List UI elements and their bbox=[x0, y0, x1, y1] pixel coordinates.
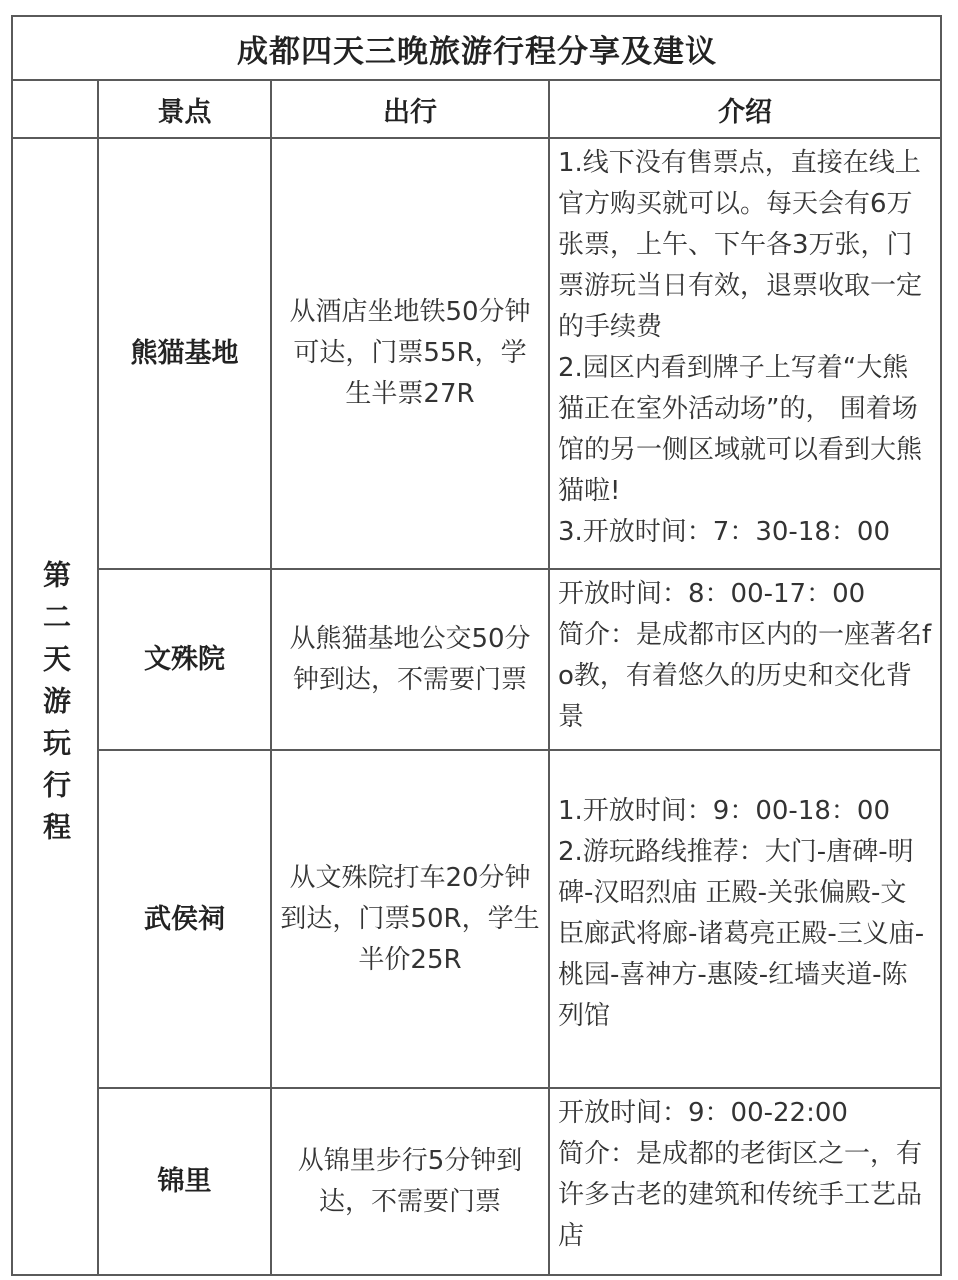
spot-cell: 武侯祠 bbox=[144, 903, 225, 935]
intro-line: 开放时间：8：00-17：00 bbox=[558, 579, 866, 609]
intro-cell bbox=[550, 1089, 940, 1274]
intro-line: 简介：是成都的老街区之一，有许多古老的建筑和传统手工艺品店 bbox=[558, 1139, 923, 1251]
spot-cell: 文殊院 bbox=[144, 644, 225, 675]
spot-cell: 锦里 bbox=[157, 1166, 212, 1197]
transport-cell: 从锦里步行5分钟到达，不需要门票 bbox=[297, 1145, 523, 1217]
transport-cell: 从酒店坐地铁50分钟可达，门票55R，学生半票27R bbox=[289, 297, 531, 409]
day-label-cell bbox=[13, 139, 97, 1274]
header-intro: 介绍 bbox=[718, 96, 772, 128]
border-right bbox=[940, 15, 942, 1276]
transport-cell: 从熊猫基地公交50分钟到达，不需要门票 bbox=[289, 623, 531, 695]
intro-line: 开放时间：9：00-22:00 bbox=[558, 1098, 848, 1128]
intro-cell bbox=[550, 139, 940, 568]
intro-line: 3.开放时间：7：30-18：00 bbox=[558, 517, 890, 547]
day-label: 第二天游玩行程 bbox=[39, 559, 72, 854]
header-transport: 出行 bbox=[383, 96, 437, 128]
intro-cell bbox=[550, 570, 940, 749]
intro-line: 2.园区内看到牌子上写着“大熊猫正在室外活动场”的， 围着场馆的另一侧区域就可以看到大熊猫啦! bbox=[558, 353, 923, 506]
transport-cell: 从文殊院打车20分钟到达，门票50R，学生半价25R bbox=[280, 862, 540, 975]
border-bottom bbox=[12, 1274, 942, 1276]
page-title: 成都四天三晚旅游行程分享及建议 bbox=[237, 33, 717, 70]
header-spot: 景点 bbox=[157, 96, 212, 128]
intro-line: 1.开放时间：9：00-18：00 bbox=[558, 796, 890, 826]
intro-line: 简介：是成都市区内的一座著名fo教，有着悠久的历史和交化背景 bbox=[558, 620, 932, 732]
intro-line: 2.游玩路线推荐：大门-唐碑-明碑-汉昭烈庙 正殿-关张偏殿-文臣廊武将廊-诸葛亮正殿-三义庙-桃园-喜神方-惠陵-红墙夹道-陈列馆 bbox=[558, 837, 925, 1031]
intro-cell bbox=[550, 751, 940, 1087]
intro-line: 1.线下没有售票点，直接在线上官方购买就可以。每天会有6万张票，上午、下午各3万张，门票游玩当日有效，退票收取一定的手续费 bbox=[558, 148, 923, 342]
spot-cell: 熊猫基地 bbox=[130, 338, 239, 369]
